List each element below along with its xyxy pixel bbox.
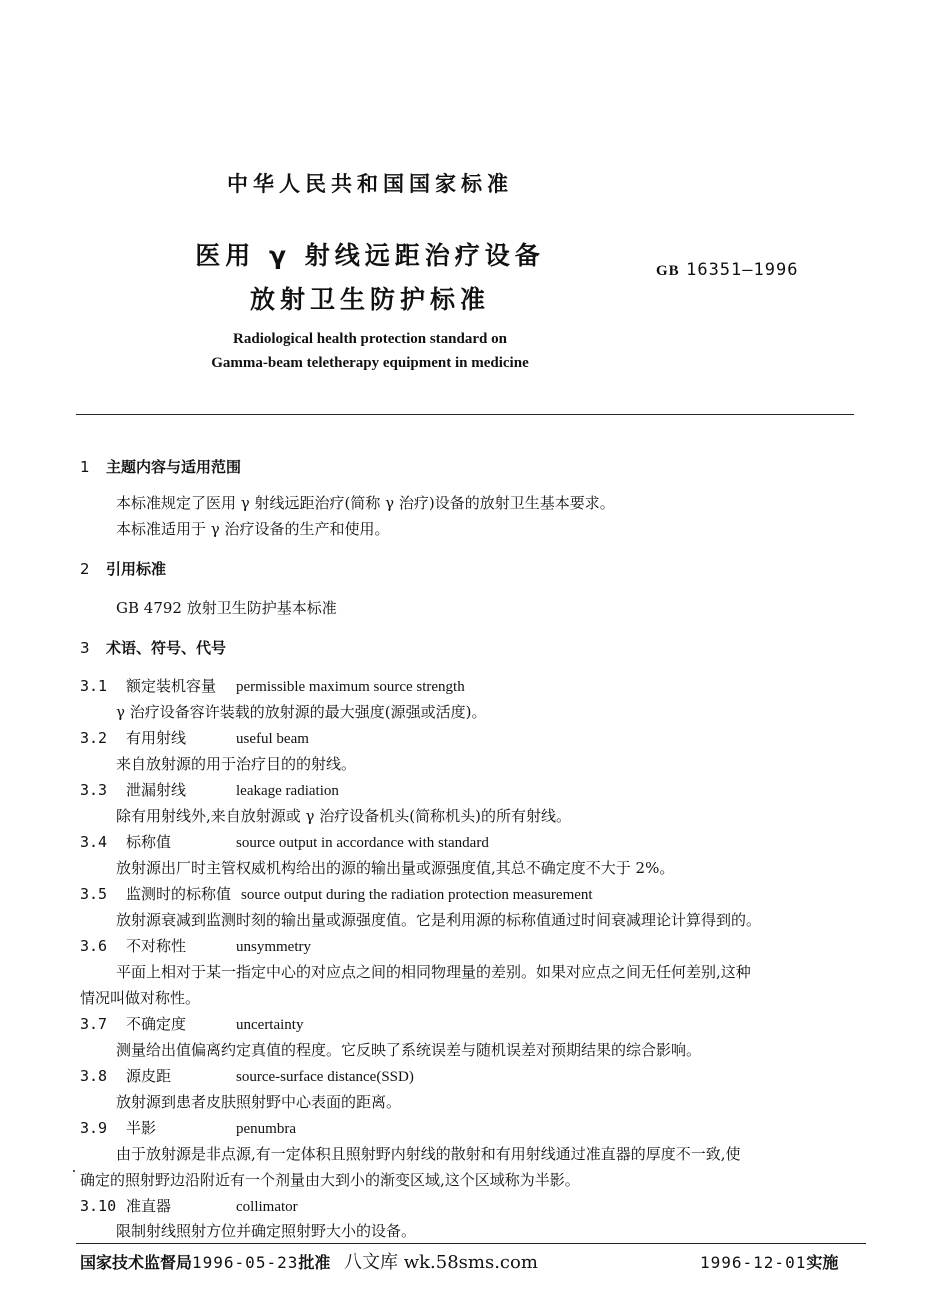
- section-3-heading: [80, 637, 226, 658]
- issuer: 国家技术监督局: [80, 1253, 193, 1272]
- watermark: 八文库 wk.58sms.com: [344, 1252, 538, 1273]
- english-title-line2: Gamma-beam teletherapy equipment in medicine: [211, 355, 529, 371]
- english-title-line1: Radiological health protection standard on: [233, 331, 507, 347]
- standard-code-prefix: GB: [656, 263, 680, 279]
- term-en: source-surface distance(SSD): [236, 1069, 414, 1085]
- term-cn: 半影: [126, 1119, 157, 1137]
- effective-date: 1996-12-01: [700, 1253, 807, 1272]
- term-3-8-definition: 放射源到患者皮肤照射野中心表面的距离。: [116, 1093, 402, 1111]
- term-cn: 不确定度: [126, 1015, 187, 1033]
- term-number: 3.4: [80, 833, 108, 851]
- term-number: 3.8: [80, 1067, 108, 1085]
- section-1-para-1: 本标准规定了医用 γ 射线远距治疗(简称 γ 治疗)设备的放射卫生基本要求。: [116, 494, 615, 512]
- term-3-6-definition-cont: 情况叫做对称性。: [80, 989, 201, 1007]
- section-2-para-1: GB 4792 放射卫生防护基本标准: [116, 599, 337, 617]
- standard-code-number: 16351—1996: [686, 260, 799, 280]
- section-number: 2: [80, 560, 90, 578]
- standard-title-line2: 放射卫生防护标准: [249, 285, 490, 314]
- issue-suffix: 批准: [298, 1253, 331, 1272]
- term-en: penumbra: [236, 1121, 296, 1137]
- section-title: 术语、符号、代号: [106, 639, 227, 657]
- section-title: 主题内容与适用范围: [106, 458, 242, 476]
- term-3-4-definition: 放射源出厂时主管权威机构给出的源的输出量或源强度值,其总不确定度不大于 2%。: [116, 859, 675, 877]
- section-2-heading: [80, 558, 166, 579]
- section-number: 3: [80, 639, 90, 657]
- term-en: unsymmetry: [236, 939, 311, 955]
- term-number: 3.10: [80, 1197, 117, 1215]
- term-number: 3.2: [80, 729, 108, 747]
- term-number: 3.5: [80, 885, 108, 903]
- term-cn: 源皮距: [126, 1067, 172, 1085]
- term-number: 3.6: [80, 937, 108, 955]
- section-number: 1: [80, 458, 90, 476]
- term-3-9-definition-cont: 确定的照射野边沿附近有一个剂量由大到小的渐变区域,这个区域称为半影。: [80, 1171, 580, 1189]
- term-3-1: [80, 675, 465, 696]
- term-number: 3.3: [80, 781, 108, 799]
- header-divider: [76, 414, 854, 415]
- term-3-7: [80, 1013, 303, 1034]
- section-1-heading: [80, 456, 241, 477]
- term-3-5-definition: 放射源衰减到监测时刻的输出量或源强度值。它是利用源的标称值通过时间衰减理论计算得到的。: [116, 911, 762, 929]
- term-en: permissible maximum source strength: [236, 679, 465, 695]
- term-3-9: [80, 1117, 296, 1138]
- term-3-6-definition: 平面上相对于某一指定中心的对应点之间的相同物理量的差别。如果对应点之间无任何差别,这种: [116, 963, 751, 981]
- term-3-10: [80, 1195, 298, 1216]
- effective-suffix: 实施: [806, 1253, 839, 1272]
- issue-date: 1996-05-23: [192, 1253, 299, 1272]
- term-number: 3.7: [80, 1015, 108, 1033]
- term-number: 3.9: [80, 1119, 108, 1137]
- term-en: useful beam: [236, 731, 309, 747]
- standard-title-line1: 医用 γ 射线远距治疗设备: [195, 241, 545, 270]
- term-3-8: [80, 1065, 414, 1086]
- term-en: leakage radiation: [236, 783, 339, 799]
- term-3-2-definition: 来自放射源的用于治疗目的的射线。: [116, 755, 357, 773]
- standard-code: [656, 260, 798, 280]
- term-3-3: [80, 779, 339, 800]
- term-3-2: [80, 727, 309, 748]
- footer-effective: [700, 1250, 838, 1273]
- term-3-7-definition: 测量给出值偏离约定真值的程度。它反映了系统误差与随机误差对预期结果的综合影响。: [116, 1041, 702, 1059]
- term-3-1-definition: γ 治疗设备容许装载的放射源的最大强度(源强或活度)。: [116, 703, 487, 721]
- section-title: 引用标准: [106, 560, 167, 578]
- footer-approval: [80, 1250, 330, 1273]
- term-3-3-definition: 除有用射线外,来自放射源或 γ 治疗设备机头(简称机头)的所有射线。: [116, 807, 571, 825]
- term-3-5: [80, 883, 593, 904]
- national-standard-heading: 中华人民共和国国家标准: [227, 172, 513, 196]
- term-en: source output during the radiation protection measurement: [241, 887, 593, 903]
- section-1-para-2: 本标准适用于 γ 治疗设备的生产和使用。: [116, 520, 390, 538]
- term-3-10-definition: 限制射线照射方位并确定照射野大小的设备。: [116, 1222, 417, 1240]
- term-cn: 标称值: [126, 833, 172, 851]
- term-cn: 泄漏射线: [126, 781, 187, 799]
- term-number: 3.1: [80, 677, 108, 695]
- term-cn: 有用射线: [126, 729, 187, 747]
- term-3-6: [80, 935, 311, 956]
- footer-divider: [76, 1243, 866, 1244]
- term-en: source output in accordance with standard: [236, 835, 489, 851]
- term-en: uncertainty: [236, 1017, 304, 1033]
- term-3-4: [80, 831, 489, 852]
- term-cn: 不对称性: [126, 937, 187, 955]
- term-3-9-definition: 由于放射源是非点源,有一定体积且照射野内射线的散射和有用射线通过准直器的厚度不一致,使: [116, 1145, 741, 1163]
- scan-speck: [73, 1170, 75, 1172]
- term-cn: 额定装机容量: [126, 677, 217, 695]
- term-en: collimator: [236, 1199, 298, 1215]
- term-cn: 准直器: [126, 1197, 172, 1215]
- term-cn: 监测时的标称值: [126, 885, 232, 903]
